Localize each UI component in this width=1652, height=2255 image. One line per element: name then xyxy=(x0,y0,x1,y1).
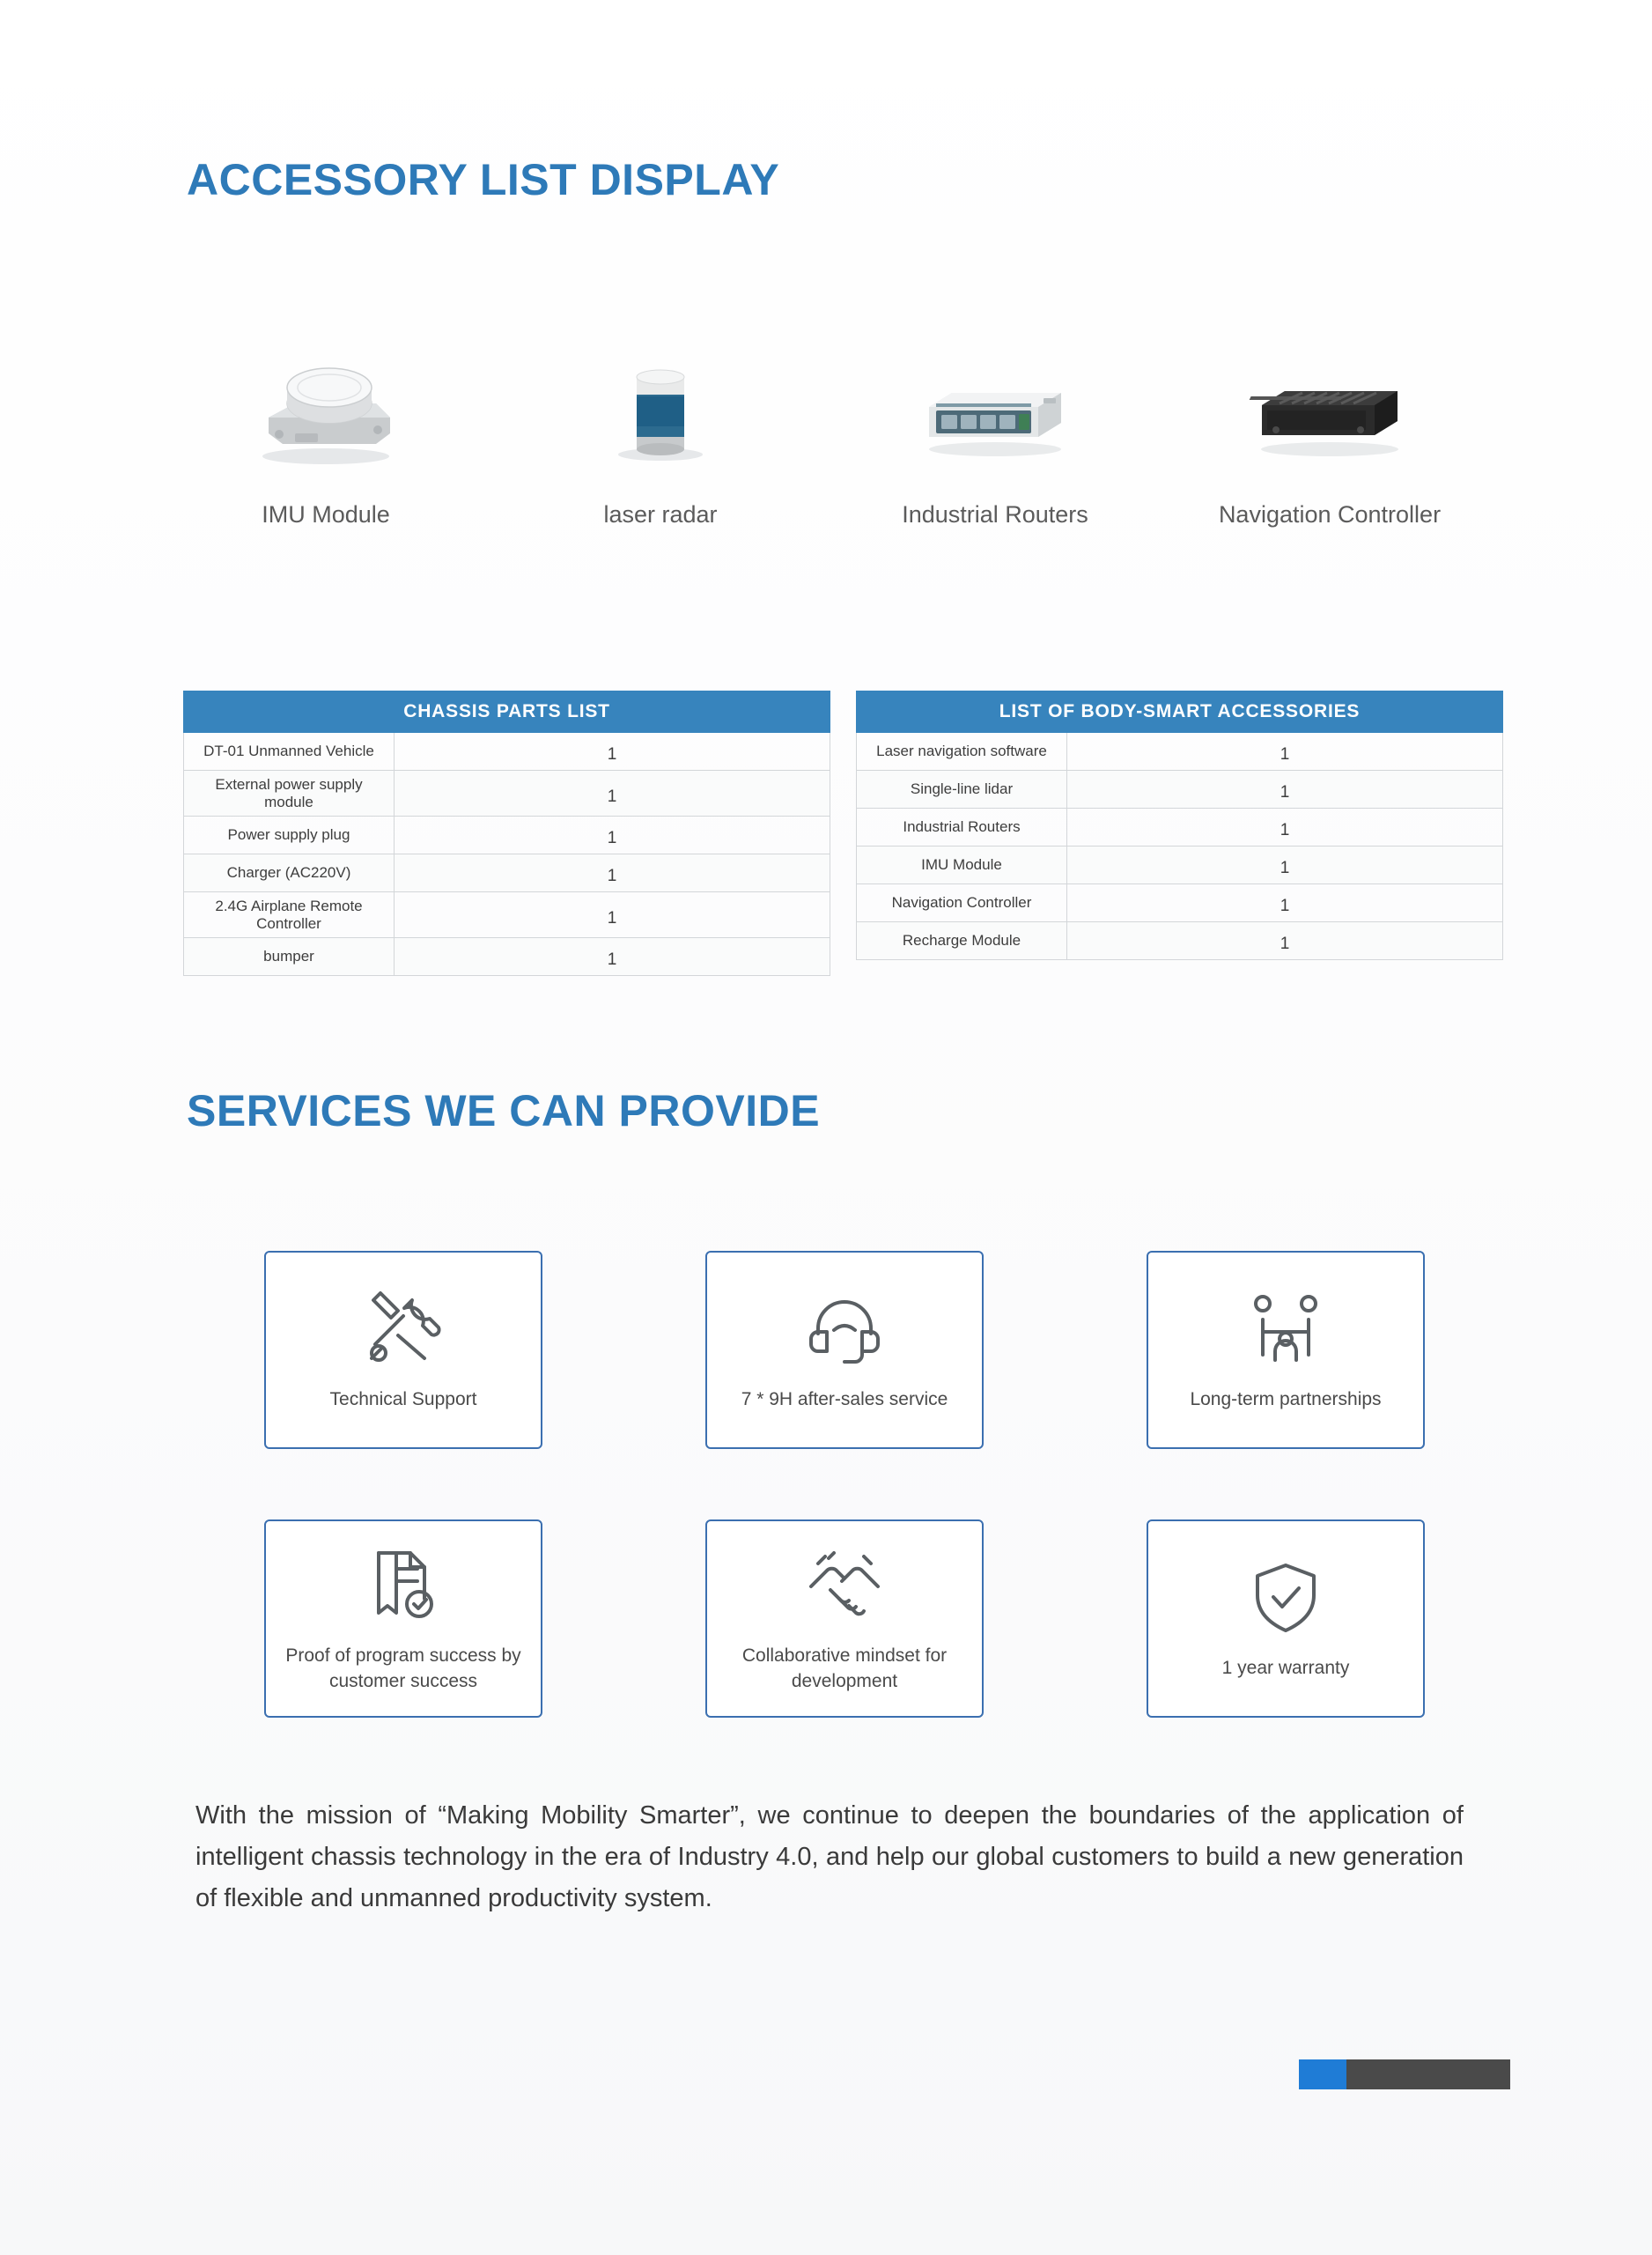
part-qty: 1 xyxy=(395,771,830,817)
partnership-people-icon xyxy=(1245,1287,1326,1371)
product-caption: Navigation Controller xyxy=(1218,501,1442,528)
footer-bar-blue-segment xyxy=(1299,2059,1346,2089)
table-row xyxy=(184,771,830,817)
part-name: Charger (AC220V) xyxy=(184,854,395,892)
accessory-list-heading: ACCESSORY LIST DISPLAY xyxy=(187,155,780,204)
part-qty: 1 xyxy=(395,892,830,938)
table-row xyxy=(184,733,830,771)
part-name: Power supply plug xyxy=(184,817,395,854)
part-qty: 1 xyxy=(1067,771,1503,809)
chassis-parts-table xyxy=(183,691,830,976)
table-row xyxy=(857,771,1503,809)
part-qty: 1 xyxy=(1067,922,1503,960)
mission-paragraph: With the mission of “Making Mobility Smarter”, we continue to deepen the boundaries of the application of intelligent chassis technology in the era of Industry 4.0, and help our global customers to build a new generation of flexible and unmanned productivity system. xyxy=(195,1801,1464,1912)
body-table-header: LIST OF BODY-SMART ACCESSORIES xyxy=(857,691,1503,733)
part-qty: 1 xyxy=(395,854,830,892)
part-name: External power supply module xyxy=(184,771,395,817)
table-row xyxy=(857,847,1503,884)
headset-support-icon xyxy=(804,1287,885,1371)
service-label: Collaborative mindset for development xyxy=(741,1645,948,1691)
part-name: DT-01 Unmanned Vehicle xyxy=(184,733,395,771)
certificate-document-icon xyxy=(363,1543,444,1628)
part-name: 2.4G Airplane Remote Controller xyxy=(184,892,395,938)
table-row xyxy=(857,733,1503,771)
part-name: IMU Module xyxy=(857,847,1067,884)
service-label: Proof of program success by customer success xyxy=(285,1645,521,1691)
product-laser-radar xyxy=(493,335,828,530)
part-name: Recharge Module xyxy=(857,922,1067,960)
laser-radar-icon xyxy=(577,335,744,467)
service-card-warranty xyxy=(1147,1519,1425,1718)
part-qty: 1 xyxy=(395,938,830,976)
service-card-proof-of-program xyxy=(264,1519,542,1718)
part-qty: 1 xyxy=(395,817,830,854)
table-row xyxy=(184,817,830,854)
part-name: Navigation Controller xyxy=(857,884,1067,922)
shield-check-icon xyxy=(1245,1556,1326,1640)
part-name: Industrial Routers xyxy=(857,809,1067,847)
table-row xyxy=(184,892,830,938)
part-qty: 1 xyxy=(1067,847,1503,884)
table-row xyxy=(857,922,1503,960)
product-imu-module xyxy=(159,335,493,530)
service-label: 7 * 9H after-sales service xyxy=(741,1389,948,1410)
part-name: Laser navigation software xyxy=(857,733,1067,771)
part-qty: 1 xyxy=(1067,733,1503,771)
product-navigation-controller xyxy=(1162,335,1497,530)
part-name: bumper xyxy=(184,938,395,976)
service-card-technical-support xyxy=(264,1251,542,1449)
service-label: Long-term partnerships xyxy=(1190,1389,1382,1410)
service-label: 1 year warranty xyxy=(1221,1658,1350,1679)
service-label: Technical Support xyxy=(329,1389,477,1410)
table-row xyxy=(857,884,1503,922)
tools-icon xyxy=(363,1287,444,1371)
part-qty: 1 xyxy=(1067,884,1503,922)
footer-bar-grey-segment xyxy=(1346,2059,1510,2089)
navigation-controller-icon xyxy=(1246,335,1413,467)
product-caption: IMU Module xyxy=(262,501,390,528)
services-heading: SERVICES WE CAN PROVIDE xyxy=(187,1086,821,1135)
product-industrial-routers xyxy=(828,335,1162,530)
service-card-after-sales xyxy=(705,1251,984,1449)
body-accessories-table xyxy=(856,691,1503,960)
table-row xyxy=(184,938,830,976)
table-row xyxy=(857,809,1503,847)
part-qty: 1 xyxy=(1067,809,1503,847)
service-card-partnerships xyxy=(1147,1251,1425,1449)
industrial-router-icon xyxy=(911,335,1079,467)
imu-module-icon xyxy=(242,335,409,467)
product-caption: Industrial Routers xyxy=(902,501,1088,528)
service-card-collaborative-mindset xyxy=(705,1519,984,1718)
part-qty: 1 xyxy=(395,733,830,771)
part-name: Single-line lidar xyxy=(857,771,1067,809)
footer-accent-bar xyxy=(1299,2059,1510,2089)
table-row xyxy=(184,854,830,892)
product-caption: laser radar xyxy=(603,501,718,528)
services-card-grid xyxy=(264,1251,1427,1718)
product-showcase-row xyxy=(159,335,1497,530)
handshake-icon xyxy=(804,1543,885,1628)
chassis-table-header: CHASSIS PARTS LIST xyxy=(184,691,830,733)
